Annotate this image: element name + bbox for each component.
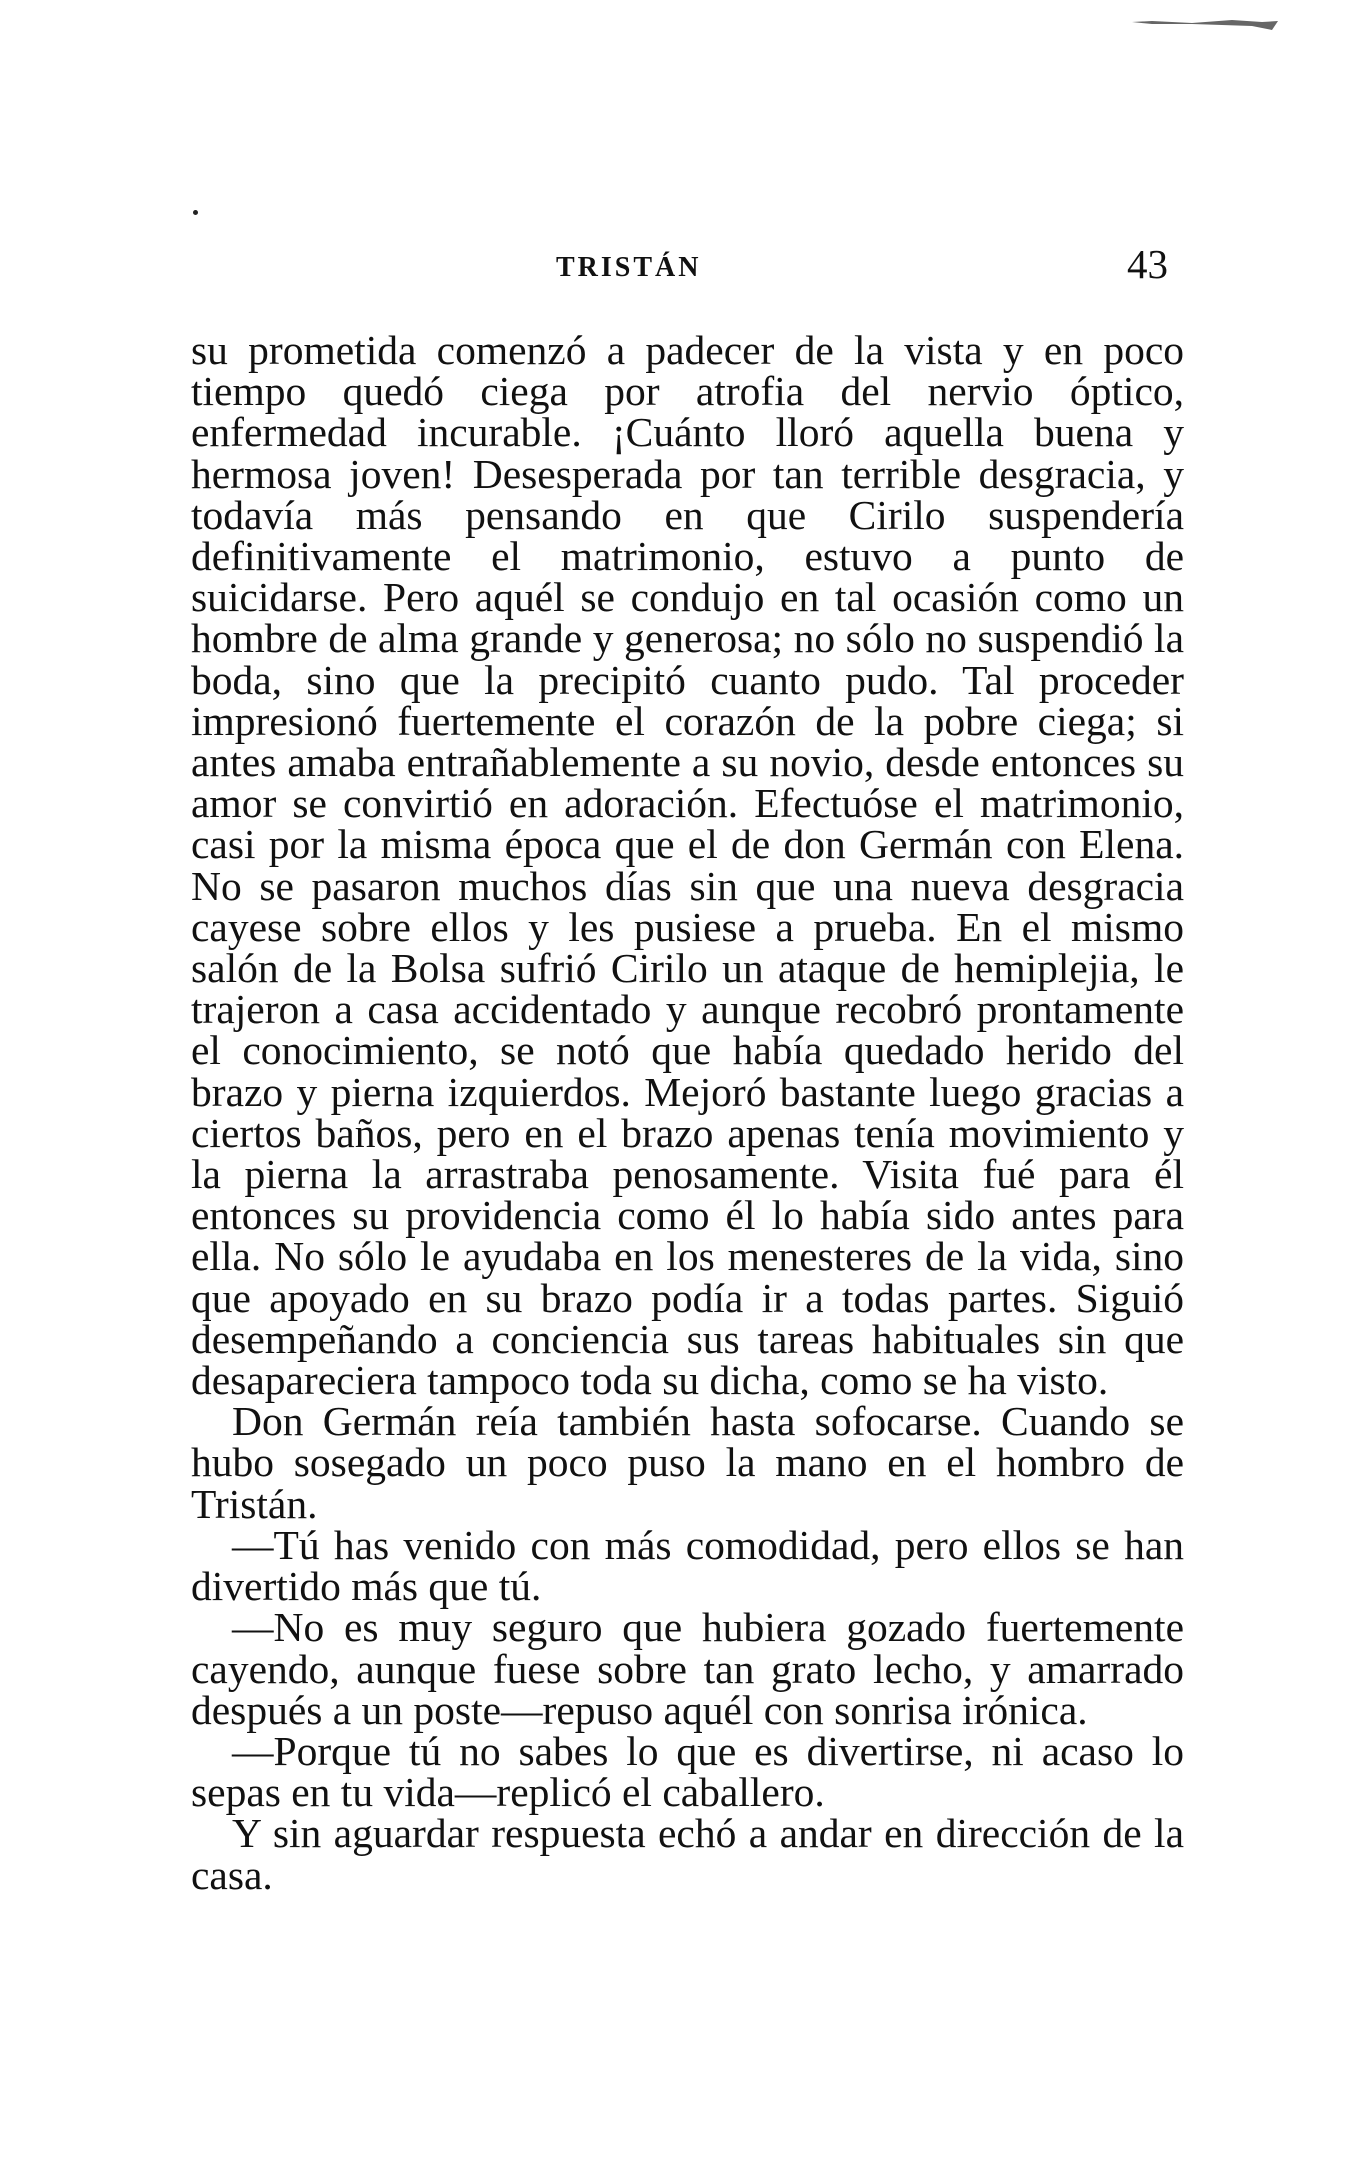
running-title: TRISTÁN: [556, 252, 702, 283]
scan-speck: [193, 210, 198, 215]
running-header: [0, 240, 1356, 290]
paragraph-5: —Porque tú no sabes lo que es divertirse, ni acaso lo sepas en tu vida—replicó el caballero.: [191, 1727, 1184, 1816]
paragraph-2: Don Germán reía también hasta sofocarse. Cuando se hubo sosegado un poco puso la mano en el hombro de Tristán.: [191, 1398, 1184, 1527]
paragraph-4: —No es muy seguro que hubiera gozado fuertemente cayendo, aunque fuese sobre tan grato lecho, y amarrado después a un poste—repuso aquél con sonrisa irónica.: [191, 1604, 1184, 1733]
page-number: 43: [1127, 241, 1168, 287]
paragraph-6: Y sin aguardar respuesta echó a andar en dirección de la casa.: [191, 1810, 1184, 1898]
paragraph-3: —Tú has venido con más comodidad, pero ellos se han divertido más que tú.: [191, 1521, 1184, 1610]
body-text: [191, 327, 1184, 1898]
paragraph-1: su prometida comenzó a padecer de la vista y en poco tiempo quedó ciega por atrofia del nervio óptico, enfermedad incurable. ¡Cuánto lloró aquella buena y hermosa joven! Desesperada por tan terrible desgracia, y todavía más pensando en que Cirilo suspendería definitivamente el matrimonio, estuvo a punto de suicidarse. Pero aquél se condujo en tal ocasión como un hombre de alma grande y generosa; no sólo no suspendió la boda, sino que la precipitó cuanto pudo. Tal proceder impresionó fuertemente el corazón de la pobre ciega; si antes amaba entrañablemente a su novio, desde entonces su amor se convirtió en adoración. Efectuóse el matrimonio, casi por la misma época que el de don Germán con Elena. No se pasaron muchos días sin que una nueva desgracia cayese sobre ellos y les pusiese a prueba. En el mismo salón de la Bolsa sufrió Cirilo un ataque de hemiplejia, le trajeron a casa accidentado y aunque recobró prontamente el conocimiento, se notó que había quedado herido del brazo y pierna izquierdos. Mejoró bastante luego gracias a ciertos baños, pero en el brazo apenas tenía movimiento y la pierna la arrastraba penosamente. Visita fué para él entonces su providencia como él lo había sido antes para ella. No sólo le ayudaba en los menesteres de la vida, sino que apoyado en su brazo podía ir a todas partes. Siguió desempeñando a conciencia sus tareas habituales sin que desapareciera tampoco toda su dicha, como se ha visto.: [191, 327, 1184, 1404]
scan-smudge-mark: [1132, 18, 1280, 34]
